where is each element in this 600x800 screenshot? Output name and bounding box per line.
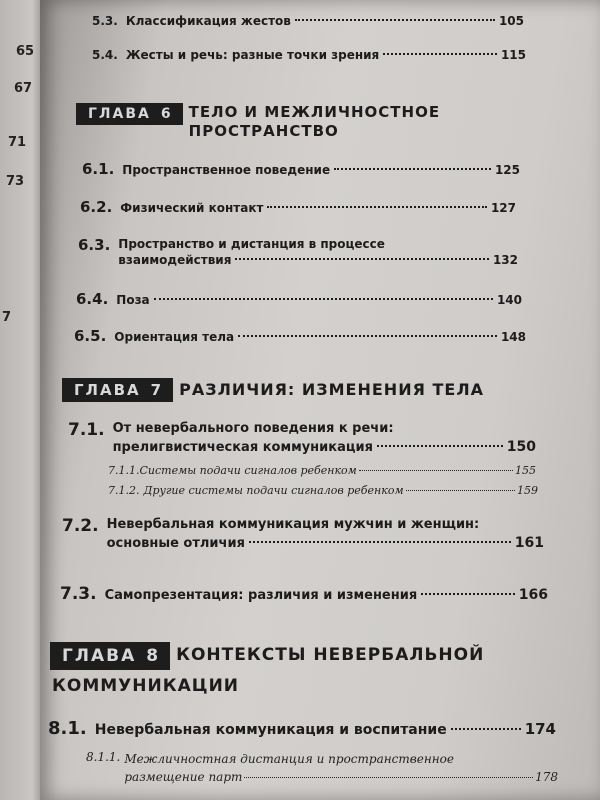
toc-entry-6-5 — [74, 327, 526, 345]
leader-dots — [267, 206, 487, 208]
chapter-title — [176, 642, 484, 666]
entry-title-block — [118, 236, 518, 268]
entry-title: Жесты и речь: разные точки зрения — [125, 48, 380, 62]
leader-dots — [334, 168, 491, 170]
toc-entry-8-1 — [48, 718, 556, 739]
entry-page: 115 — [500, 48, 526, 62]
leader-dots — [406, 490, 515, 491]
entry-page: 148 — [500, 330, 526, 344]
entry-title-block — [113, 420, 536, 456]
chapter-badge — [50, 642, 170, 670]
toc-subentry-7-1-1 — [108, 464, 536, 477]
entry-number: 6.1. — [82, 160, 115, 178]
entry-page: 161 — [514, 534, 544, 551]
chapter-title-line: ТЕЛО И МЕЖЛИЧНОСТНОЕ — [188, 103, 441, 121]
entry-title-line: взаимодействия — [118, 253, 232, 268]
entry-page: 166 — [518, 587, 548, 603]
toc-entry-5-3 — [92, 14, 524, 28]
left-page-number: 7 — [2, 310, 12, 325]
entry-title-line: прелигвистическая коммуникация — [112, 439, 373, 455]
leader-dots — [383, 53, 497, 55]
subentry-number: 7.1.2. — [108, 484, 140, 497]
leader-dots — [238, 335, 497, 337]
toc-page — [40, 0, 600, 800]
entry-number: 6.5. — [74, 327, 107, 345]
entry-number: 7.2. — [62, 516, 99, 536]
leader-dots — [421, 593, 515, 595]
chapter-title — [189, 103, 440, 141]
entry-title: Ориентация тела — [114, 330, 235, 344]
entry-page: 132 — [492, 253, 518, 268]
entry-page: 127 — [490, 201, 516, 215]
subentry-page: 155 — [515, 464, 536, 477]
entry-title-line-row — [107, 534, 544, 553]
chapter-7-heading — [62, 378, 484, 402]
left-page-number: 71 — [8, 135, 27, 150]
chapter-badge — [76, 103, 183, 125]
entry-number: 7.3. — [60, 584, 97, 604]
entry-page: 125 — [494, 163, 520, 177]
subentry-title-line: размещение парт — [124, 770, 243, 784]
chapter-number: 7 — [150, 381, 164, 399]
entry-title: Классификация жестов — [125, 14, 291, 28]
toc-entry-6-3 — [78, 236, 518, 268]
chapter-title-continuation: КОММУНИКАЦИИ — [52, 676, 240, 696]
entry-number: 6.2. — [80, 198, 113, 216]
chapter-badge — [62, 378, 173, 402]
toc-entry-6-4 — [76, 290, 522, 308]
left-page-number: 67 — [14, 81, 33, 96]
toc-entry-7-2 — [62, 516, 544, 552]
entry-page: 140 — [496, 293, 522, 307]
chapter-label: ГЛАВА — [62, 646, 137, 666]
subentry-title: Другие системы подачи сигналов ребенком — [143, 484, 404, 497]
chapter-number: 6 — [160, 106, 173, 122]
leader-dots — [235, 258, 489, 260]
entry-title-line-row — [113, 438, 536, 457]
entry-title-line: Невербальная коммуникация мужчин и женщин: — [106, 517, 480, 532]
entry-page: 105 — [498, 14, 524, 28]
subentry-number: 8.1.1. — [86, 750, 121, 764]
toc-subentry-7-1-2 — [108, 484, 538, 497]
subentry-page: 159 — [517, 484, 538, 497]
leader-dots — [249, 541, 511, 543]
chapter-label: ГЛАВА — [88, 106, 151, 122]
entry-title-line: От невербального поведения к речи: — [112, 421, 394, 436]
entry-title-line-row — [118, 252, 518, 268]
entry-title-line: Пространство и дистанция в процессе — [118, 237, 385, 251]
leader-dots — [244, 777, 533, 778]
entry-title: Поза — [116, 293, 150, 307]
entry-title: Пространственное поведение — [122, 163, 331, 177]
subentry-page: 178 — [535, 770, 558, 784]
entry-number: 6.4. — [76, 290, 109, 308]
toc-entry-7-3 — [60, 584, 548, 604]
entry-title: Невербальная коммуникация и воспитание — [94, 722, 447, 738]
entry-page: 174 — [524, 720, 556, 738]
leader-dots — [377, 445, 503, 447]
entry-number: 5.4. — [92, 48, 118, 62]
chapter-title — [179, 378, 484, 400]
leader-dots — [295, 19, 495, 21]
entry-number: 7.1. — [68, 420, 105, 440]
chapter-title-line: РАЗЛИЧИЯ: ИЗМЕНЕНИЯ ТЕЛА — [179, 380, 484, 399]
leader-dots — [359, 470, 513, 471]
subentry-title-block — [124, 750, 558, 786]
subentry-title-line: Межличностная дистанция и пространственное — [124, 752, 454, 766]
leader-dots — [154, 298, 493, 300]
entry-title-block — [107, 516, 544, 552]
left-page-number: 65 — [16, 44, 35, 59]
entry-title-line: основные отличия — [106, 535, 245, 551]
leader-dots — [451, 728, 521, 730]
chapter-title-line: КОНТЕКСТЫ НЕВЕРБАЛЬНОЙ — [176, 645, 485, 665]
toc-subentry-8-1-1 — [86, 750, 558, 786]
subentry-number: 7.1.1. — [108, 464, 140, 477]
entry-page: 150 — [506, 438, 536, 455]
entry-number: 6.3. — [78, 236, 111, 254]
entry-number: 8.1. — [48, 718, 87, 739]
chapter-6-heading — [76, 103, 440, 141]
entry-number: 5.3. — [92, 14, 118, 28]
subentry-title-line-row — [124, 768, 558, 786]
toc-entry-7-1 — [68, 420, 536, 456]
chapter-title-line: ПРОСТРАНСТВО — [188, 121, 339, 140]
chapter-label: ГЛАВА — [74, 381, 141, 399]
entry-title: Физический контакт — [120, 201, 264, 215]
chapter-number: 8 — [146, 646, 161, 666]
chapter-8-heading — [50, 642, 484, 670]
subentry-title: Системы подачи сигналов ребенком — [139, 464, 357, 477]
toc-entry-6-1 — [82, 160, 520, 178]
toc-entry-5-4 — [92, 48, 526, 62]
toc-entry-6-2 — [80, 198, 516, 216]
entry-title: Самопрезентация: различия и изменения — [104, 588, 418, 603]
left-page-number: 73 — [6, 174, 25, 189]
